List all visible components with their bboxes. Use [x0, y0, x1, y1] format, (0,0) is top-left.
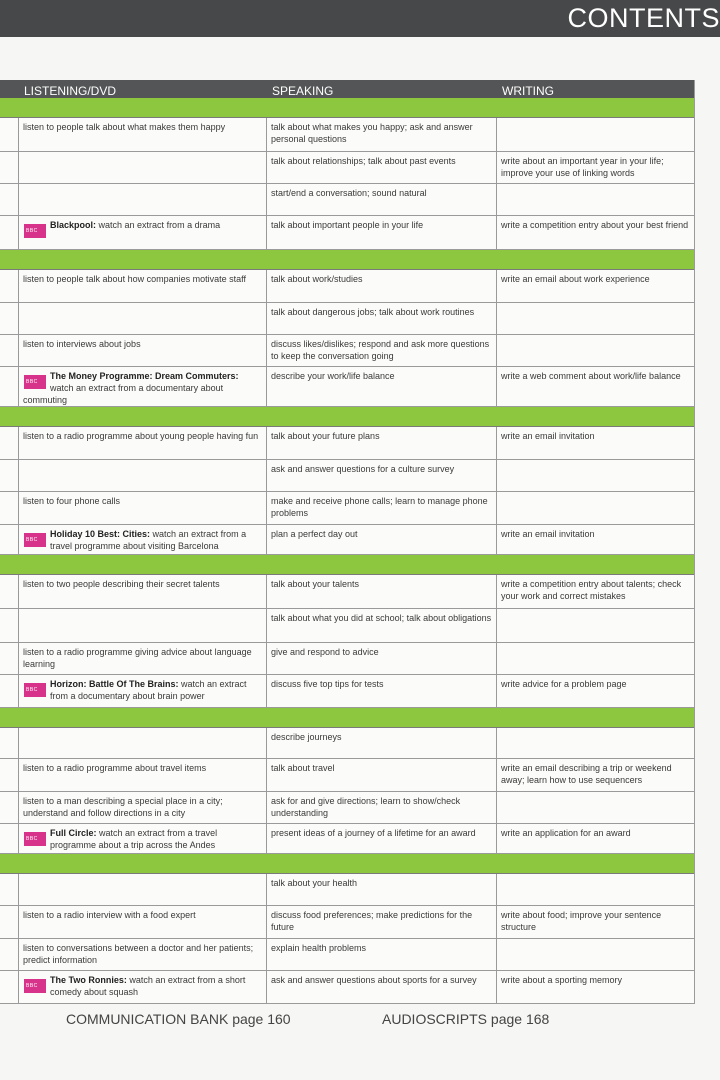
- table-row: [0, 184, 694, 216]
- table-row: [0, 728, 694, 759]
- listening-cell: [18, 971, 266, 1003]
- speaking-cell: discuss food preferences; make predictions for the future: [266, 906, 496, 938]
- programme-title: The Money Programme: Dream Commuters:: [50, 371, 239, 381]
- table-row: [0, 824, 694, 854]
- speaking-cell: talk about your talents: [266, 575, 496, 608]
- writing-cell: [496, 874, 694, 905]
- table-row: [0, 367, 694, 407]
- table-row: [0, 152, 694, 184]
- table-row: [0, 971, 694, 1004]
- listening-cell: [18, 270, 266, 302]
- bbc-logo-icon: [24, 979, 46, 993]
- table-row: [0, 874, 694, 906]
- listening-cell: [18, 367, 266, 406]
- writing-cell: [496, 460, 694, 491]
- speaking-cell: ask for and give directions; learn to show/check understanding: [266, 792, 496, 823]
- writing-cell: write an email invitation: [496, 525, 694, 554]
- writing-cell: write about a sporting memory: [496, 971, 694, 1003]
- table-row: [0, 906, 694, 939]
- listening-cell: [18, 906, 266, 938]
- writing-cell: write a competition entry about your best friend: [496, 216, 694, 249]
- writing-cell: write an email invitation: [496, 427, 694, 459]
- table-row: [0, 427, 694, 460]
- listening-cell: [18, 792, 266, 823]
- programme-title: Holiday 10 Best: Cities:: [50, 529, 151, 539]
- unit-band: [0, 407, 694, 427]
- speaking-cell: discuss likes/dislikes; respond and ask more questions to keep the conversation going: [266, 335, 496, 366]
- listening-cell: [18, 525, 266, 554]
- listening-cell: [18, 492, 266, 524]
- unit-band: [0, 854, 694, 874]
- bbc-logo-icon: [24, 683, 46, 697]
- listening-text: watch an extract from a travel programme about a trip across the Andes: [50, 828, 218, 850]
- speaking-cell: ask and answer questions about sports for a survey: [266, 971, 496, 1003]
- table-row: [0, 643, 694, 675]
- bbc-logo-icon: [24, 832, 46, 846]
- bbc-logo-text: BBC: [26, 379, 38, 385]
- listening-text: listen to a man describing a special place in a city; understand and follow directions in a city: [23, 796, 223, 818]
- listening-cell: [18, 460, 266, 491]
- speaking-cell: talk about important people in your life: [266, 216, 496, 249]
- speaking-cell: talk about dangerous jobs; talk about work routines: [266, 303, 496, 334]
- listening-cell: [18, 184, 266, 215]
- writing-cell: [496, 303, 694, 334]
- unit-band: [0, 250, 694, 270]
- column-header-row: [0, 80, 694, 98]
- listening-cell: [18, 335, 266, 366]
- bbc-logo-text: BBC: [26, 537, 38, 543]
- bbc-logo-icon: [24, 224, 46, 238]
- column-header-speaking: SPEAKING: [272, 84, 334, 98]
- page-title: CONTENTS: [567, 3, 720, 33]
- table-row: [0, 609, 694, 643]
- writing-cell: [496, 728, 694, 758]
- listening-cell: [18, 427, 266, 459]
- listening-text: listen to conversations between a doctor and her patients; predict information: [23, 943, 254, 965]
- speaking-cell: present ideas of a journey of a lifetime for an award: [266, 824, 496, 853]
- speaking-cell: talk about your future plans: [266, 427, 496, 459]
- writing-cell: [496, 492, 694, 524]
- writing-cell: write a web comment about work/life balance: [496, 367, 694, 406]
- writing-cell: [496, 118, 694, 151]
- bbc-logo-text: BBC: [26, 228, 38, 234]
- listening-text: watch an extract from a documentary about brain power: [50, 679, 247, 701]
- unit-band: [0, 98, 694, 118]
- unit-band: [0, 555, 694, 575]
- table-row: [0, 675, 694, 708]
- programme-title: The Two Ronnies:: [50, 975, 127, 985]
- listening-cell: [18, 609, 266, 642]
- table-row: [0, 460, 694, 492]
- listening-text: listen to a radio programme about young people having fun: [23, 431, 259, 441]
- table-row: [0, 303, 694, 335]
- writing-cell: [496, 792, 694, 823]
- writing-cell: write an email describing a trip or weekend away; learn how to use sequencers: [496, 759, 694, 791]
- writing-cell: write an email about work experience: [496, 270, 694, 302]
- speaking-cell: discuss five top tips for tests: [266, 675, 496, 707]
- writing-cell: write advice for a problem page: [496, 675, 694, 707]
- listening-text: listen to a radio programme about travel items: [23, 763, 207, 773]
- bbc-logo-text: BBC: [26, 983, 38, 989]
- speaking-cell: describe your work/life balance: [266, 367, 496, 406]
- table-row: [0, 575, 694, 609]
- listening-cell: [18, 675, 266, 707]
- speaking-cell: talk about what you did at school; talk about obligations: [266, 609, 496, 642]
- writing-cell: write about an important year in your life; improve your use of linking words: [496, 152, 694, 183]
- programme-title: Horizon: Battle Of The Brains:: [50, 679, 179, 689]
- listening-cell: [18, 216, 266, 249]
- writing-cell: write a competition entry about talents; check your work and correct mistakes: [496, 575, 694, 608]
- writing-cell: [496, 184, 694, 215]
- unit-band: [0, 708, 694, 728]
- listening-text: listen to two people describing their secret talents: [23, 579, 220, 589]
- speaking-cell: talk about relationships; talk about past events: [266, 152, 496, 183]
- table-row: [0, 525, 694, 555]
- listening-text: watch an extract from a short comedy about squash: [50, 975, 246, 997]
- top-header-bar: [0, 0, 720, 37]
- speaking-cell: give and respond to advice: [266, 643, 496, 674]
- listening-text: listen to a radio programme giving advice about language learning: [23, 647, 252, 669]
- table-row: [0, 939, 694, 971]
- units-container: [0, 98, 694, 1004]
- listening-cell: [18, 939, 266, 970]
- listening-cell: [18, 728, 266, 758]
- listening-cell: [18, 874, 266, 905]
- listening-text: listen to people talk about how companies motivate staff: [23, 274, 246, 284]
- programme-title: Blackpool:: [50, 220, 97, 230]
- speaking-cell: talk about your health: [266, 874, 496, 905]
- table-row: [0, 216, 694, 250]
- writing-cell: write an application for an award: [496, 824, 694, 853]
- listening-text: watch an extract from a travel programme about visiting Barcelona: [50, 529, 247, 551]
- speaking-cell: make and receive phone calls; learn to manage phone problems: [266, 492, 496, 524]
- communication-bank-reference: COMMUNICATION BANK page 160: [66, 1011, 291, 1027]
- listening-cell: [18, 118, 266, 151]
- column-header-listening: LISTENING/DVD: [24, 84, 117, 98]
- bbc-logo-icon: [24, 375, 46, 389]
- speaking-cell: describe journeys: [266, 728, 496, 758]
- speaking-cell: explain health problems: [266, 939, 496, 970]
- bbc-logo-icon: [24, 533, 46, 547]
- listening-text: listen to four phone calls: [23, 496, 121, 506]
- listening-text: listen to interviews about jobs: [23, 339, 141, 349]
- speaking-cell: ask and answer questions for a culture survey: [266, 460, 496, 491]
- listening-cell: [18, 152, 266, 183]
- speaking-cell: talk about what makes you happy; ask and answer personal questions: [266, 118, 496, 151]
- audioscripts-reference: AUDIOSCRIPTS page 168: [382, 1011, 550, 1027]
- speaking-cell: talk about travel: [266, 759, 496, 791]
- listening-text: listen to people talk about what makes them happy: [23, 122, 226, 132]
- speaking-cell: talk about work/studies: [266, 270, 496, 302]
- column-header-writing: WRITING: [502, 84, 554, 98]
- contents-table: [0, 80, 695, 1004]
- listening-cell: [18, 303, 266, 334]
- table-row: [0, 492, 694, 525]
- listening-text: watch an extract from a drama: [98, 220, 221, 230]
- speaking-cell: start/end a conversation; sound natural: [266, 184, 496, 215]
- writing-cell: write about food; improve your sentence structure: [496, 906, 694, 938]
- listening-cell: [18, 575, 266, 608]
- listening-cell: [18, 643, 266, 674]
- table-row: [0, 270, 694, 303]
- table-row: [0, 335, 694, 367]
- listening-text: listen to a radio interview with a food expert: [23, 910, 196, 920]
- writing-cell: [496, 335, 694, 366]
- bbc-logo-text: BBC: [26, 836, 38, 842]
- listening-text: watch an extract from a documentary about commuting: [23, 383, 224, 405]
- table-row: [0, 792, 694, 824]
- bbc-logo-text: BBC: [26, 687, 38, 693]
- listening-cell: [18, 824, 266, 853]
- listening-cell: [18, 759, 266, 791]
- speaking-cell: plan a perfect day out: [266, 525, 496, 554]
- programme-title: Full Circle:: [50, 828, 97, 838]
- writing-cell: [496, 609, 694, 642]
- writing-cell: [496, 643, 694, 674]
- writing-cell: [496, 939, 694, 970]
- table-row: [0, 118, 694, 152]
- table-row: [0, 759, 694, 792]
